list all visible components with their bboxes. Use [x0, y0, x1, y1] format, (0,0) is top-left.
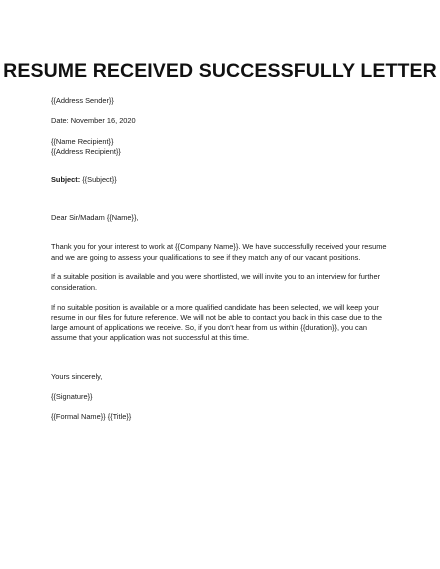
subject-line: [51, 174, 117, 186]
paragraph-1-line-1: Thank you for your interest to work at {{Company Name}}. We have successfully received your resume: [51, 242, 387, 251]
salutation: Dear Sir/Madam {{Name}},: [51, 213, 139, 222]
paragraph-3-line-1: If no suitable position is available or a more qualified candidate has been selected, we will keep your: [51, 303, 379, 312]
closing: Yours sincerely,: [51, 372, 103, 381]
recipient-name: {{Name Recipient}}: [51, 137, 114, 146]
recipient-address: {{Address Recipient}}: [51, 147, 121, 156]
paragraph-3-line-2: resume in our files for future reference. We will not be able to contact you back in this case due to the: [51, 313, 382, 322]
paragraph-3-line-3: large amount of applications we receive. So, if you don’t hear from us within {{duration}}, you can: [51, 323, 367, 332]
letter-date: Date: November 16, 2020: [51, 116, 136, 125]
paragraph-1-line-2: and we are going to assess your qualifications to see if they match any of our vacant positions.: [51, 253, 361, 262]
subject-label: Subject:: [51, 175, 81, 184]
formal-name-title: {{Formal Name}} {{Title}}: [51, 412, 132, 421]
sender-address: {{Address Sender}}: [51, 96, 114, 105]
paragraph-2-line-1: If a suitable position is available and you were shortlisted, we will invite you to an interview for further: [51, 272, 381, 281]
paragraph-3-line-4: assume that your application was not successful at this time.: [51, 333, 249, 342]
subject-value: {{Subject}}: [80, 175, 117, 184]
signature: {{Signature}}: [51, 392, 93, 401]
paragraph-2-line-2: consideration.: [51, 283, 98, 292]
page-title: RESUME RECEIVED SUCCESSFULLY LETTER: [3, 60, 437, 82]
